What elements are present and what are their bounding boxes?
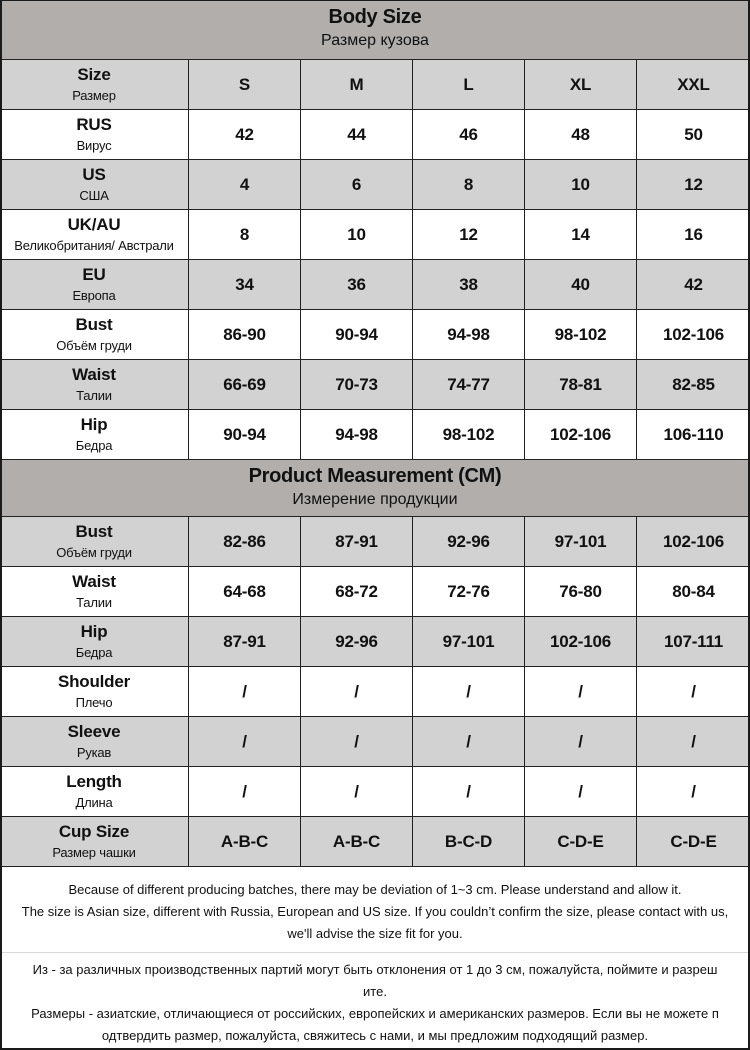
- label-ru: Рукав: [76, 744, 112, 760]
- label-en: Shoulder: [57, 671, 131, 691]
- cell-s: 86-90: [189, 310, 301, 359]
- cell-xxl: /: [691, 731, 696, 751]
- body-size-title: Body Size: [328, 6, 422, 28]
- cell-m: 68-72: [301, 567, 413, 616]
- cell-xl: /: [525, 717, 637, 766]
- label-ru: Объём груди: [56, 544, 132, 560]
- cell-s: /: [189, 667, 301, 716]
- label-en: Bust: [75, 521, 113, 541]
- cell-xl: /: [525, 767, 637, 816]
- cell-xxl: 107-111: [663, 631, 724, 651]
- label-en: US: [82, 164, 106, 184]
- cell-s: 8: [189, 210, 301, 259]
- cell-s: 4: [189, 160, 301, 209]
- label-en: UK/AU: [67, 214, 121, 234]
- note-line: ите.: [363, 984, 387, 999]
- cell-xxl: /: [691, 781, 696, 801]
- cell-m: 87-91: [301, 517, 413, 566]
- cell-m: 92-96: [301, 617, 413, 666]
- label-ru: Размер чашки: [52, 844, 136, 860]
- cell-xl: /: [525, 667, 637, 716]
- cell-m: 90-94: [301, 310, 413, 359]
- label-en: EU: [82, 264, 106, 284]
- cell-l: 97-101: [413, 617, 525, 666]
- cell-xl: 97-101: [525, 517, 637, 566]
- note-line: The size is Asian size, different with Russia, European and US size. If you couldn’t confirm the size, please contact with us,: [21, 904, 729, 919]
- label-ru: Плечо: [75, 694, 113, 710]
- cell-s: 42: [189, 110, 301, 159]
- cell-xxl: /: [691, 681, 696, 701]
- cell-xxl: 102-106: [663, 531, 724, 551]
- product-measurement-subtitle: Измерение продукции: [292, 491, 458, 508]
- cell-m: 94-98: [301, 410, 413, 459]
- cell-s: 82-86: [189, 517, 301, 566]
- cell-s: /: [189, 767, 301, 816]
- cell-xl: 98-102: [525, 310, 637, 359]
- cell-s: /: [189, 717, 301, 766]
- label-en: Length: [66, 771, 122, 791]
- label-en: Cup Size: [58, 821, 130, 841]
- size-m-header: M: [301, 60, 413, 109]
- label-ru: Европа: [72, 287, 116, 303]
- label-ru: Объём груди: [56, 337, 132, 353]
- cell-m: /: [301, 667, 413, 716]
- label-ru: Великобритания/ Австрали: [14, 237, 174, 253]
- label-en: Waist: [72, 571, 116, 591]
- cell-xxl: 50: [684, 124, 703, 144]
- cell-xl: 14: [525, 210, 637, 259]
- cell-m: 10: [301, 210, 413, 259]
- cell-l: 92-96: [413, 517, 525, 566]
- cell-l: 46: [413, 110, 525, 159]
- cell-l: 94-98: [413, 310, 525, 359]
- cell-l: B-C-D: [413, 817, 525, 866]
- cell-xxl: C-D-E: [670, 831, 717, 851]
- label-ru: Бедра: [75, 644, 113, 660]
- product-measurement-title: Product Measurement (CM): [248, 465, 502, 487]
- cell-l: 98-102: [413, 410, 525, 459]
- label-en: Hip: [80, 414, 108, 434]
- label-ru: Размер: [72, 87, 116, 103]
- cell-m: 44: [301, 110, 413, 159]
- note-line: Размеры - азиатские, отличающиеся от российских, европейских и американских размеров. Если вы не можете п: [31, 1006, 719, 1021]
- body-size-subtitle: Размер кузова: [321, 32, 429, 49]
- label-en: Hip: [80, 621, 108, 641]
- note-line: Из - за различных производственных партий могут быть отклонения от 1 до 3 см, пожалуйста, поймите и разреш: [32, 962, 718, 977]
- cell-xl: 102-106: [525, 617, 637, 666]
- cell-xxl: 12: [684, 174, 703, 194]
- cell-xl: 48: [525, 110, 637, 159]
- cell-s: 34: [189, 260, 301, 309]
- label-ru: Длина: [75, 794, 113, 810]
- cell-l: 8: [413, 160, 525, 209]
- note-line: Because of different producing batches, there may be deviation of 1~3 cm. Please understand and allow it.: [68, 882, 682, 897]
- label-en: Sleeve: [67, 721, 121, 741]
- cell-l: 74-77: [413, 360, 525, 409]
- cell-xl: C-D-E: [525, 817, 637, 866]
- size-l-header: L: [413, 60, 525, 109]
- cell-xl: 102-106: [525, 410, 637, 459]
- cell-s: 64-68: [189, 567, 301, 616]
- cell-l: 12: [413, 210, 525, 259]
- label-ru: Талии: [76, 387, 112, 403]
- cell-l: 38: [413, 260, 525, 309]
- note-line: we'll advise the size fit for you.: [287, 926, 463, 941]
- size-xl-header: XL: [525, 60, 637, 109]
- cell-m: /: [301, 767, 413, 816]
- label-en: RUS: [76, 114, 112, 134]
- size-xxl-header: XXL: [677, 74, 710, 94]
- label-ru: США: [79, 187, 109, 203]
- cell-xxl: 80-84: [672, 581, 715, 601]
- cell-xxl: 106-110: [663, 424, 724, 444]
- cell-xxl: 42: [684, 274, 703, 294]
- cell-m: /: [301, 717, 413, 766]
- cell-l: 72-76: [413, 567, 525, 616]
- cell-m: 36: [301, 260, 413, 309]
- cell-s: A-B-C: [189, 817, 301, 866]
- cell-s: 66-69: [189, 360, 301, 409]
- cell-s: 90-94: [189, 410, 301, 459]
- label-en: Waist: [72, 364, 116, 384]
- cell-xl: 40: [525, 260, 637, 309]
- label-ru: Бедра: [75, 437, 113, 453]
- cell-xxl: 102-106: [663, 324, 724, 344]
- cell-s: 87-91: [189, 617, 301, 666]
- cell-m: 6: [301, 160, 413, 209]
- cell-xl: 78-81: [525, 360, 637, 409]
- size-s-header: S: [189, 60, 301, 109]
- label-ru: Талии: [76, 594, 112, 610]
- cell-m: A-B-C: [301, 817, 413, 866]
- cell-l: /: [413, 667, 525, 716]
- cell-l: /: [413, 767, 525, 816]
- cell-m: 70-73: [301, 360, 413, 409]
- cell-xl: 76-80: [525, 567, 637, 616]
- cell-xxl: 82-85: [672, 374, 715, 394]
- note-line: одтвердить размер, пожалуйста, свяжитесь с нами, и мы предложим подходящий размер.: [101, 1028, 649, 1043]
- label-ru: Вирус: [76, 137, 112, 153]
- cell-l: /: [413, 717, 525, 766]
- label-en: Size: [77, 64, 111, 84]
- label-en: Bust: [75, 314, 113, 334]
- cell-xxl: 16: [684, 224, 703, 244]
- cell-xl: 10: [525, 160, 637, 209]
